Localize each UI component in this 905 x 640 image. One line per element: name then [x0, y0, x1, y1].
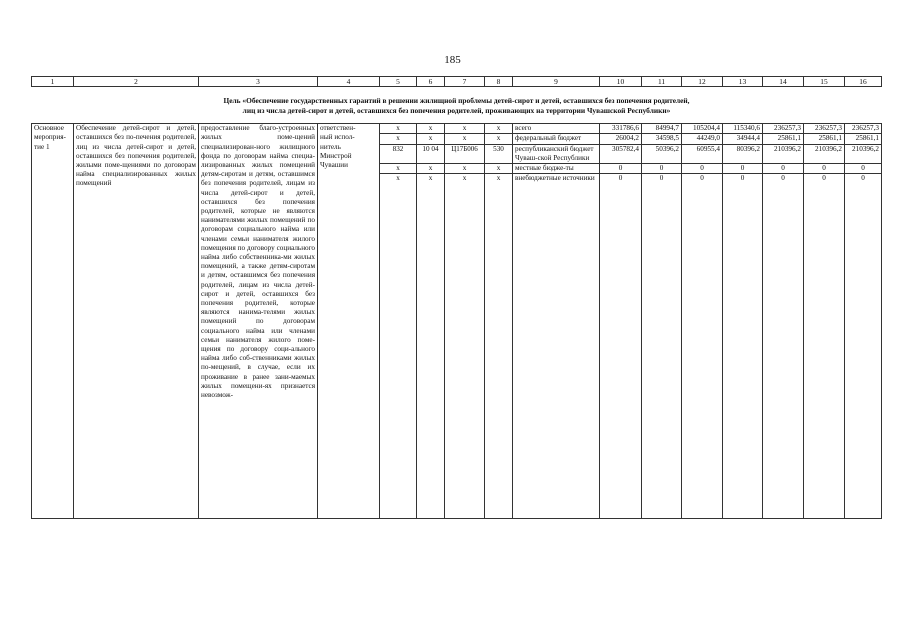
- amount: 305782,4: [600, 144, 642, 163]
- amount: 331786,6: [600, 124, 642, 134]
- amount: 25861,1: [763, 134, 804, 144]
- expense-type: x: [485, 124, 513, 134]
- amount: 84994,7: [642, 124, 682, 134]
- col-num: 2: [74, 77, 199, 87]
- amount: 0: [763, 164, 804, 174]
- section-code: 10 04: [417, 144, 445, 163]
- goal-title: Цель «Обеспечение государственных гарантий в решении жилищной проблемы детей-сирот и детей, оставшихся без попечения родителей, лиц из числа детей-сирот и детей, оставшихся без попечения родителей, проживающих на территории Чувашской Республики»: [32, 87, 882, 124]
- funding-source: всего: [513, 124, 600, 134]
- col-num: 10: [600, 77, 642, 87]
- section-code: x: [417, 124, 445, 134]
- funding-source: внебюджетные источники: [513, 174, 600, 519]
- amount: 236257,3: [804, 124, 845, 134]
- target-code: x: [445, 134, 485, 144]
- amount: 0: [763, 174, 804, 519]
- amount: 236257,3: [845, 124, 882, 134]
- col-num: 5: [380, 77, 417, 87]
- amount: 0: [642, 164, 682, 174]
- amount: 0: [804, 174, 845, 519]
- funding-source: местные бюдже-ты: [513, 164, 600, 174]
- target-code: x: [445, 124, 485, 134]
- grbs-code: x: [380, 124, 417, 134]
- amount: 26004,2: [600, 134, 642, 144]
- col-num: 8: [485, 77, 513, 87]
- amount: 0: [845, 164, 882, 174]
- col-num: 11: [642, 77, 682, 87]
- amount: 0: [723, 164, 763, 174]
- col-num: 4: [318, 77, 380, 87]
- target-code: Ц17Б006: [445, 144, 485, 163]
- amount: 0: [682, 174, 723, 519]
- amount: 25861,1: [845, 134, 882, 144]
- amount: 25861,1: [804, 134, 845, 144]
- col-num: 6: [417, 77, 445, 87]
- target-code: x: [445, 164, 485, 174]
- expense-type: x: [485, 174, 513, 519]
- goal-title-row: [32, 87, 882, 124]
- amount: 60955,4: [682, 144, 723, 163]
- amount: 210396,2: [804, 144, 845, 163]
- target-code: x: [445, 174, 485, 519]
- amount: 44249,0: [682, 134, 723, 144]
- amount: 50396,2: [642, 144, 682, 163]
- col-num: 16: [845, 77, 882, 87]
- col-num: 3: [199, 77, 318, 87]
- column-number-row: [32, 77, 882, 87]
- funding-row: [32, 124, 882, 134]
- col-num: 1: [32, 77, 74, 87]
- amount: 34944,4: [723, 134, 763, 144]
- amount: 80396,2: [723, 144, 763, 163]
- grbs-code: 832: [380, 144, 417, 163]
- activity-number: Основное мероприя- тие 1: [32, 124, 74, 519]
- col-num: 15: [804, 77, 845, 87]
- amount: 0: [600, 174, 642, 519]
- section-code: x: [417, 174, 445, 519]
- program-table: [31, 76, 882, 519]
- amount: 0: [682, 164, 723, 174]
- amount: 115340,6: [723, 124, 763, 134]
- amount: 0: [845, 174, 882, 519]
- section-code: x: [417, 134, 445, 144]
- col-num: 9: [513, 77, 600, 87]
- expense-type: x: [485, 134, 513, 144]
- col-num: 7: [445, 77, 485, 87]
- expense-type: x: [485, 164, 513, 174]
- funding-source: федеральный бюджет: [513, 134, 600, 144]
- funding-source: республиканский бюджет Чуваш-ской Республики: [513, 144, 600, 163]
- grbs-code: x: [380, 164, 417, 174]
- amount: 0: [642, 174, 682, 519]
- responsible-executor: ответствен- ный испол- нитель Минстрой Чувашии: [318, 124, 380, 519]
- amount: 105204,4: [682, 124, 723, 134]
- col-num: 14: [763, 77, 804, 87]
- amount: 210396,2: [763, 144, 804, 163]
- page-number: 185: [444, 54, 461, 66]
- amount: 0: [804, 164, 845, 174]
- amount: 210396,2: [845, 144, 882, 163]
- expense-type: 530: [485, 144, 513, 163]
- grbs-code: x: [380, 134, 417, 144]
- amount: 0: [723, 174, 763, 519]
- amount: 236257,3: [763, 124, 804, 134]
- grbs-code: x: [380, 174, 417, 519]
- section-code: x: [417, 164, 445, 174]
- amount: 34598,5: [642, 134, 682, 144]
- activity-description: предоставление благо-устроенных жилых поме-щений специализирован-ного жилищного фонда по договорам найма специа-лизированных жилых помещений детям-сиротам и детям, оставшимся без попечения родителей, лицам из числа детей-сирот и детей, оставшихся без попечения родителей, которые не являются нанимателями жилых помещений по договорам социального найма или членами семьи нанимателя жилого помещения по договору социального найма либо собственника-ми жилых помещений, а также детям-сиротам и детям, оставшимся без попечения родителей, лицам из числа детей-сирот и детей, оставшихся без попечения родителей, которые являются нанима-телями жилых помещений по договорам социального найма или членами семьи нанимателя жилого поме-щения по договору соци-ального найма либо соб-ственниками жилых по-мещений, в случае, если их проживание в ранее зани-маемых жилых помещени-ях признается невозмож-: [199, 124, 318, 519]
- col-num: 13: [723, 77, 763, 87]
- col-num: 12: [682, 77, 723, 87]
- amount: 0: [600, 164, 642, 174]
- activity-name: Обеспечение детей-сирот и детей, оставшихся без по-печения родителей, лиц из числа детей-сирот и детей, оставшихся без попечения родителей, жилыми поме-щениями по договорам найма специализированных жилых помещений: [74, 124, 199, 519]
